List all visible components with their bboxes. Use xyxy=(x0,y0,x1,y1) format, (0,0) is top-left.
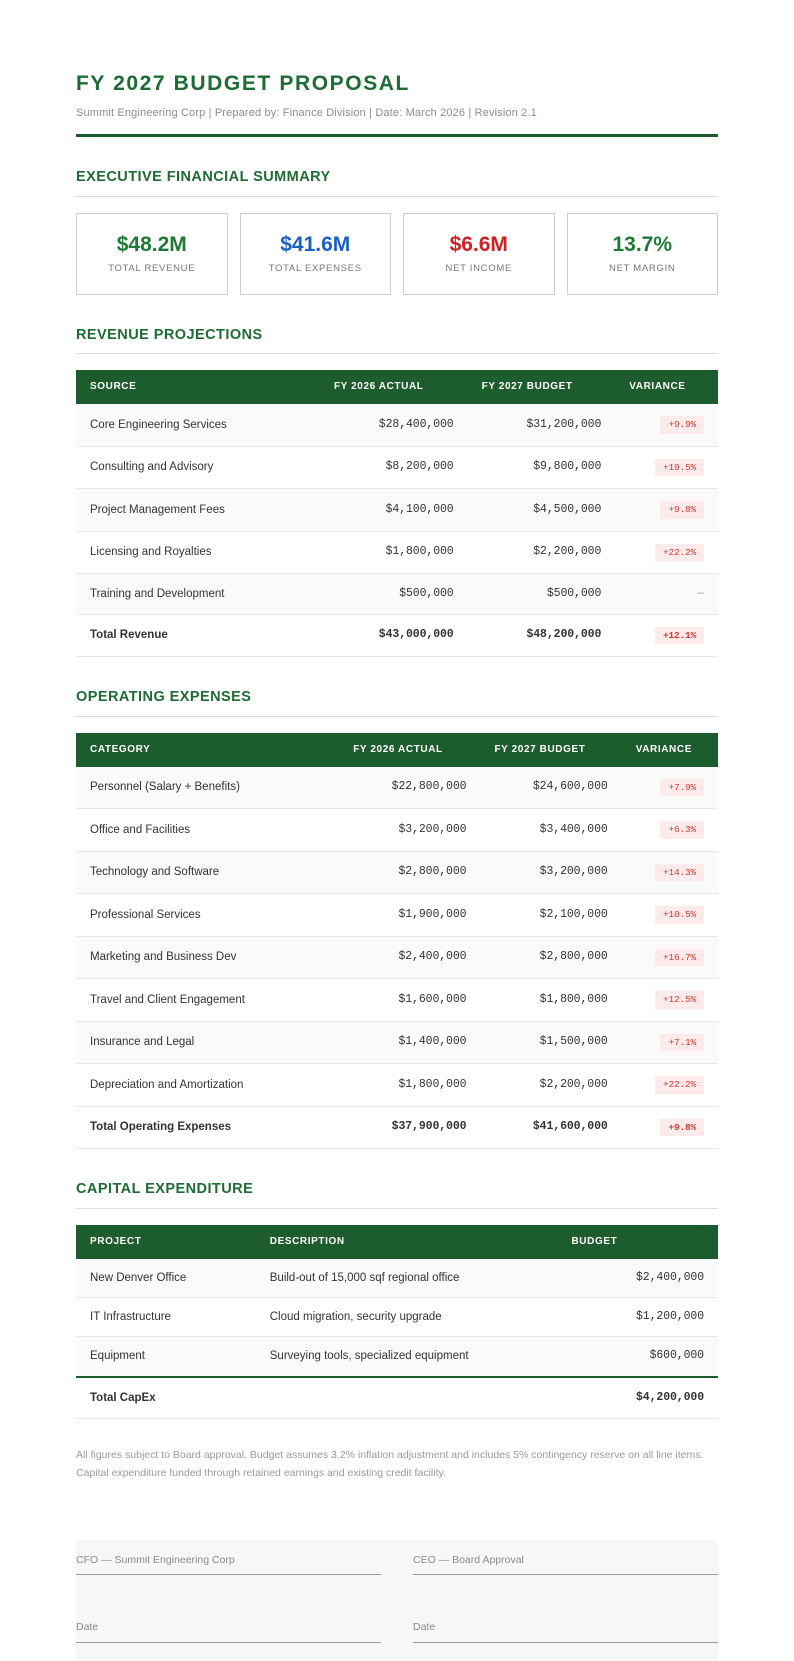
table-row xyxy=(76,809,718,852)
cell-variance xyxy=(615,446,718,489)
signature-name-line[interactable]: CEO — Board Approval xyxy=(413,1554,718,1576)
cell-variance xyxy=(622,851,718,894)
table-row xyxy=(76,1337,718,1377)
cell-actual: $8,200,000 xyxy=(320,446,468,489)
cell-budget: $48,200,000 xyxy=(468,614,616,657)
status-badge: +9.9% xyxy=(660,416,704,434)
page-title: FY 2027 BUDGET PROPOSAL xyxy=(76,72,410,95)
cell-category: Technology and Software xyxy=(76,851,339,894)
cell-actual: $500,000 xyxy=(320,574,468,615)
table-row xyxy=(76,894,718,937)
table-row xyxy=(76,979,718,1022)
section-divider xyxy=(76,353,718,354)
status-badge: +22.2% xyxy=(655,544,704,562)
cell-budget: $500,000 xyxy=(468,574,616,615)
cell-category: Depreciation and Amortization xyxy=(76,1064,339,1107)
cell-project: New Denver Office xyxy=(76,1259,256,1298)
kpi-card-total-revenue xyxy=(76,213,228,295)
kpi-value: $48.2M xyxy=(116,233,187,257)
cell-description: Build-out of 15,000 sqf regional office xyxy=(256,1259,558,1298)
section-heading-summary: EXECUTIVE FINANCIAL SUMMARY xyxy=(76,169,331,186)
kpi-value: 13.7% xyxy=(612,233,673,257)
cell-source: Training and Development xyxy=(76,574,320,615)
cell-variance xyxy=(622,979,718,1022)
cell-budget: $600,000 xyxy=(557,1337,718,1377)
signature-name-line[interactable]: CFO — Summit Engineering Corp xyxy=(76,1554,381,1576)
cell-budget: $2,400,000 xyxy=(557,1259,718,1298)
kpi-card-net-income xyxy=(403,213,555,295)
cell-actual: $1,400,000 xyxy=(339,1021,480,1064)
kpi-label: NET INCOME xyxy=(445,263,512,275)
status-badge: +12.5% xyxy=(655,991,704,1009)
revenue-table xyxy=(76,370,718,657)
table-header-row xyxy=(76,1225,718,1259)
cell-budget: $2,200,000 xyxy=(468,531,616,574)
signature-column-cfo xyxy=(76,1554,381,1643)
column-header-category: CATEGORY xyxy=(76,733,339,767)
footnote-text: All figures subject to Board approval. Budget assumes 3.2% inflation adjustment and includes 5% contingency reserve on all line items. Capital expenditure funded through retained earnings and existing credit facility. xyxy=(76,1449,704,1479)
cell-project: IT Infrastructure xyxy=(76,1298,256,1337)
cell-budget: $24,600,000 xyxy=(480,767,621,809)
cell-budget: $9,800,000 xyxy=(468,446,616,489)
title-divider xyxy=(76,134,718,137)
no-variance-dash: — xyxy=(697,588,704,601)
section-executive-summary xyxy=(76,169,718,294)
section-divider xyxy=(76,716,718,717)
cell-actual: $22,800,000 xyxy=(339,767,480,809)
cell-budget: $4,200,000 xyxy=(557,1377,718,1419)
cell-variance xyxy=(615,489,718,532)
kpi-label: TOTAL EXPENSES xyxy=(268,263,362,275)
cell-actual: $43,000,000 xyxy=(320,614,468,657)
column-header-fy2026-actual: FY 2026 ACTUAL xyxy=(320,370,468,404)
cell-budget: $41,600,000 xyxy=(480,1106,621,1149)
column-header-fy2026-actual: FY 2026 ACTUAL xyxy=(339,733,480,767)
cell-budget: $3,200,000 xyxy=(480,851,621,894)
cell-budget: $1,800,000 xyxy=(480,979,621,1022)
cell-variance xyxy=(622,767,718,809)
section-heading-capex: CAPITAL EXPENDITURE xyxy=(76,1181,254,1198)
cell-source: Consulting and Advisory xyxy=(76,446,320,489)
kpi-label: NET MARGIN xyxy=(609,263,676,275)
cell-actual: $37,900,000 xyxy=(339,1106,480,1149)
cell-variance xyxy=(622,1021,718,1064)
column-header-project: PROJECT xyxy=(76,1225,256,1259)
document-meta: Summit Engineering Corp | Prepared by: Finance Division | Date: March 2026 | Revision 2.1 xyxy=(76,107,537,120)
cell-variance xyxy=(615,531,718,574)
column-header-source: SOURCE xyxy=(76,370,320,404)
document-header xyxy=(76,0,718,137)
column-header-variance: VARIANCE xyxy=(615,370,718,404)
cell-source: Licensing and Royalties xyxy=(76,531,320,574)
cell-description xyxy=(256,1377,558,1419)
cell-actual: $28,400,000 xyxy=(320,404,468,446)
cell-variance xyxy=(622,1064,718,1107)
column-header-description: DESCRIPTION xyxy=(256,1225,558,1259)
cell-budget: $3,400,000 xyxy=(480,809,621,852)
cell-variance xyxy=(622,1106,718,1149)
column-header-fy2027-budget: FY 2027 BUDGET xyxy=(468,370,616,404)
column-header-fy2027-budget: FY 2027 BUDGET xyxy=(480,733,621,767)
cell-source: Project Management Fees xyxy=(76,489,320,532)
signature-date-line[interactable]: Date xyxy=(413,1621,718,1643)
table-total-row xyxy=(76,1377,718,1419)
table-row xyxy=(76,1298,718,1337)
status-badge: +9.8% xyxy=(660,1119,704,1137)
cell-variance xyxy=(615,574,718,615)
kpi-value: $41.6M xyxy=(280,233,351,257)
column-header-budget: BUDGET xyxy=(557,1225,718,1259)
cell-category: Professional Services xyxy=(76,894,339,937)
cell-description: Cloud migration, security upgrade xyxy=(256,1298,558,1337)
cell-budget: $2,100,000 xyxy=(480,894,621,937)
status-badge: +12.1% xyxy=(655,627,704,645)
section-divider xyxy=(76,196,718,197)
section-heading-expenses: OPERATING EXPENSES xyxy=(76,689,252,706)
table-row xyxy=(76,851,718,894)
status-badge: +19.5% xyxy=(655,459,704,477)
cell-project: Total CapEx xyxy=(76,1377,256,1419)
section-revenue-projections xyxy=(76,327,718,658)
table-row xyxy=(76,1021,718,1064)
status-badge: +10.5% xyxy=(655,906,704,924)
table-row xyxy=(76,531,718,574)
status-badge: +7.1% xyxy=(660,1034,704,1052)
table-row xyxy=(76,936,718,979)
table-row xyxy=(76,574,718,615)
kpi-card-net-margin xyxy=(567,213,719,295)
section-heading-revenue: REVENUE PROJECTIONS xyxy=(76,326,263,343)
status-badge: +7.9% xyxy=(660,779,704,797)
cell-budget: $31,200,000 xyxy=(468,404,616,446)
expenses-table xyxy=(76,733,718,1150)
cell-actual: $4,100,000 xyxy=(320,489,468,532)
table-row xyxy=(76,489,718,532)
cell-source: Core Engineering Services xyxy=(76,404,320,446)
cell-budget: $4,500,000 xyxy=(468,489,616,532)
cell-category: Personnel (Salary + Benefits) xyxy=(76,767,339,809)
cell-actual: $1,800,000 xyxy=(320,531,468,574)
cell-category: Travel and Client Engagement xyxy=(76,979,339,1022)
cell-description: Surveying tools, specialized equipment xyxy=(256,1337,558,1377)
cell-budget: $2,800,000 xyxy=(480,936,621,979)
capex-table xyxy=(76,1225,718,1420)
status-badge: +22.2% xyxy=(655,1076,704,1094)
section-operating-expenses xyxy=(76,689,718,1149)
status-badge: +16.7% xyxy=(655,949,704,967)
table-row xyxy=(76,1259,718,1298)
table-row xyxy=(76,404,718,446)
cell-actual: $1,800,000 xyxy=(339,1064,480,1107)
section-capital-expenditure xyxy=(76,1181,718,1419)
table-header-row xyxy=(76,733,718,767)
cell-category: Insurance and Legal xyxy=(76,1021,339,1064)
signature-date-line[interactable]: Date xyxy=(76,1621,381,1643)
kpi-card-total-expenses xyxy=(240,213,392,295)
table-header-row xyxy=(76,370,718,404)
table-row xyxy=(76,1064,718,1107)
cell-budget: $1,200,000 xyxy=(557,1298,718,1337)
cell-actual: $2,400,000 xyxy=(339,936,480,979)
table-total-row xyxy=(76,1106,718,1149)
table-row xyxy=(76,767,718,809)
cell-variance xyxy=(622,809,718,852)
cell-source: Total Revenue xyxy=(76,614,320,657)
table-row xyxy=(76,446,718,489)
cell-category: Marketing and Business Dev xyxy=(76,936,339,979)
cell-actual: $3,200,000 xyxy=(339,809,480,852)
status-badge: +6.3% xyxy=(660,821,704,839)
cell-actual: $2,800,000 xyxy=(339,851,480,894)
cell-budget: $1,500,000 xyxy=(480,1021,621,1064)
kpi-value: $6.6M xyxy=(449,233,508,257)
column-header-variance: VARIANCE xyxy=(622,733,718,767)
kpi-label: TOTAL REVENUE xyxy=(108,263,196,275)
signature-column-ceo xyxy=(413,1554,718,1643)
signature-block xyxy=(76,1540,718,1661)
cell-category: Total Operating Expenses xyxy=(76,1106,339,1149)
cell-project: Equipment xyxy=(76,1337,256,1377)
status-badge: +9.8% xyxy=(660,501,704,519)
kpi-card-row xyxy=(76,213,718,295)
cell-actual: $1,900,000 xyxy=(339,894,480,937)
cell-category: Office and Facilities xyxy=(76,809,339,852)
status-badge: +14.3% xyxy=(655,864,704,882)
cell-variance xyxy=(622,936,718,979)
cell-variance xyxy=(615,404,718,446)
table-total-row xyxy=(76,614,718,657)
section-divider xyxy=(76,1208,718,1209)
cell-actual: $1,600,000 xyxy=(339,979,480,1022)
cell-variance xyxy=(622,894,718,937)
cell-budget: $2,200,000 xyxy=(480,1064,621,1107)
cell-variance xyxy=(615,614,718,657)
